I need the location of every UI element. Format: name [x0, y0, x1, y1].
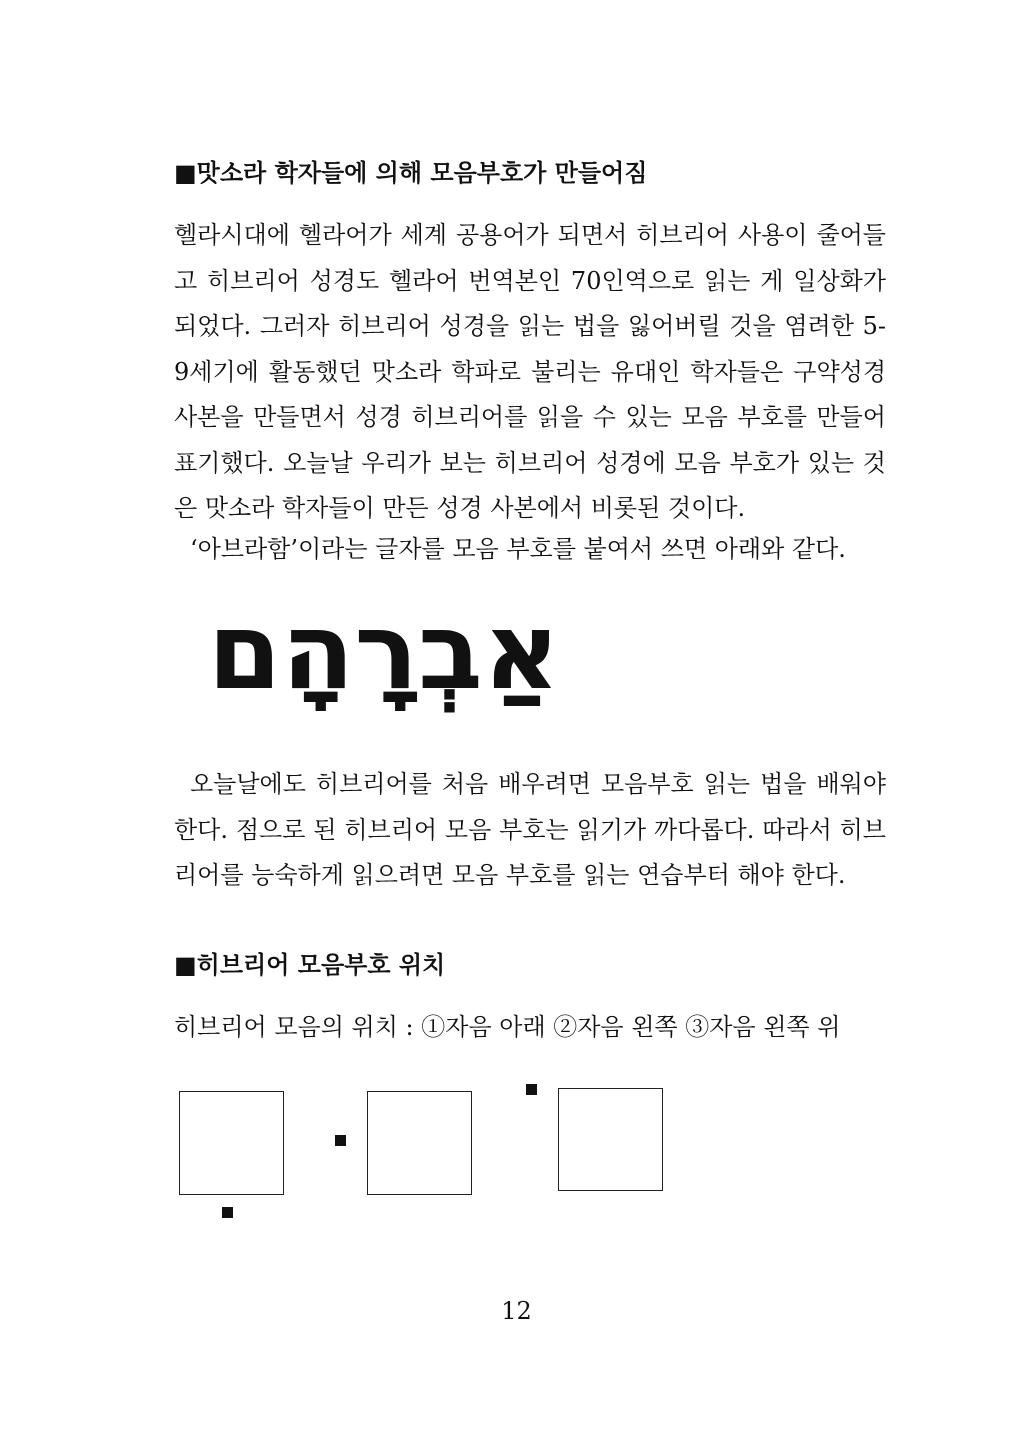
- page-number: 12: [501, 1297, 532, 1325]
- paragraph-history: 헬라시대에 헬라어가 세계 공용어가 되면서 히브리어 사용이 줄어들고 히브리어 성경도 헬라어 번역본인 70인역으로 읽는 게 일상화가 되었다. 그러자 히브리어 성경을 읽는 법을 잃어버릴 것을 염려한 5-9세기에 활동했던 맛소라 학파로 불리는 유대인 학자들은 구약성경 사본을 만들면서 성경 히브리어를 읽을 수 있는 모음 부호를 만들어 표기했다. 오늘날 우리가 보는 히브리어 성경에 모음 부호가 있는 것은 맛소라 학자들이 만든 성경 사본에서 비롯된 것이다.: [174, 221, 886, 522]
- hebrew-word-abraham: אַבְרָהָם: [207, 590, 560, 713]
- vowel-mark-below: [222, 1207, 233, 1218]
- section-heading-vowel-position: ■히브리어 모음부호 위치: [174, 951, 446, 979]
- consonant-box-below: [179, 1091, 284, 1195]
- consonant-box-left: [367, 1091, 472, 1195]
- vowel-mark-upper-left: [526, 1084, 537, 1095]
- positions-line: 히브리어 모음의 위치 : ①자음 아래 ②자음 왼쪽 ③자음 왼쪽 위: [174, 1013, 841, 1041]
- vowel-mark-left: [335, 1135, 346, 1146]
- section-heading-masoretes: ■맛소라 학자들에 의해 모음부호가 만들어짐: [174, 159, 648, 187]
- consonant-box-upper-left: [558, 1088, 663, 1191]
- hebrew-abraham-figure: [207, 590, 580, 742]
- intro-line-abraham: ‘아브라함’이라는 글자를 모음 부호를 붙여서 쓰면 아래와 같다.: [190, 535, 846, 563]
- paragraph-learning: 오늘날에도 히브리어를 처음 배우려면 모음부호 읽는 법을 배워야 한다. 점으로 된 히브리어 모음 부호는 읽기가 까다롭다. 따라서 히브리어를 능숙하게 읽으려면 모음 부호를 읽는 연습부터 해야 한다.: [174, 770, 886, 889]
